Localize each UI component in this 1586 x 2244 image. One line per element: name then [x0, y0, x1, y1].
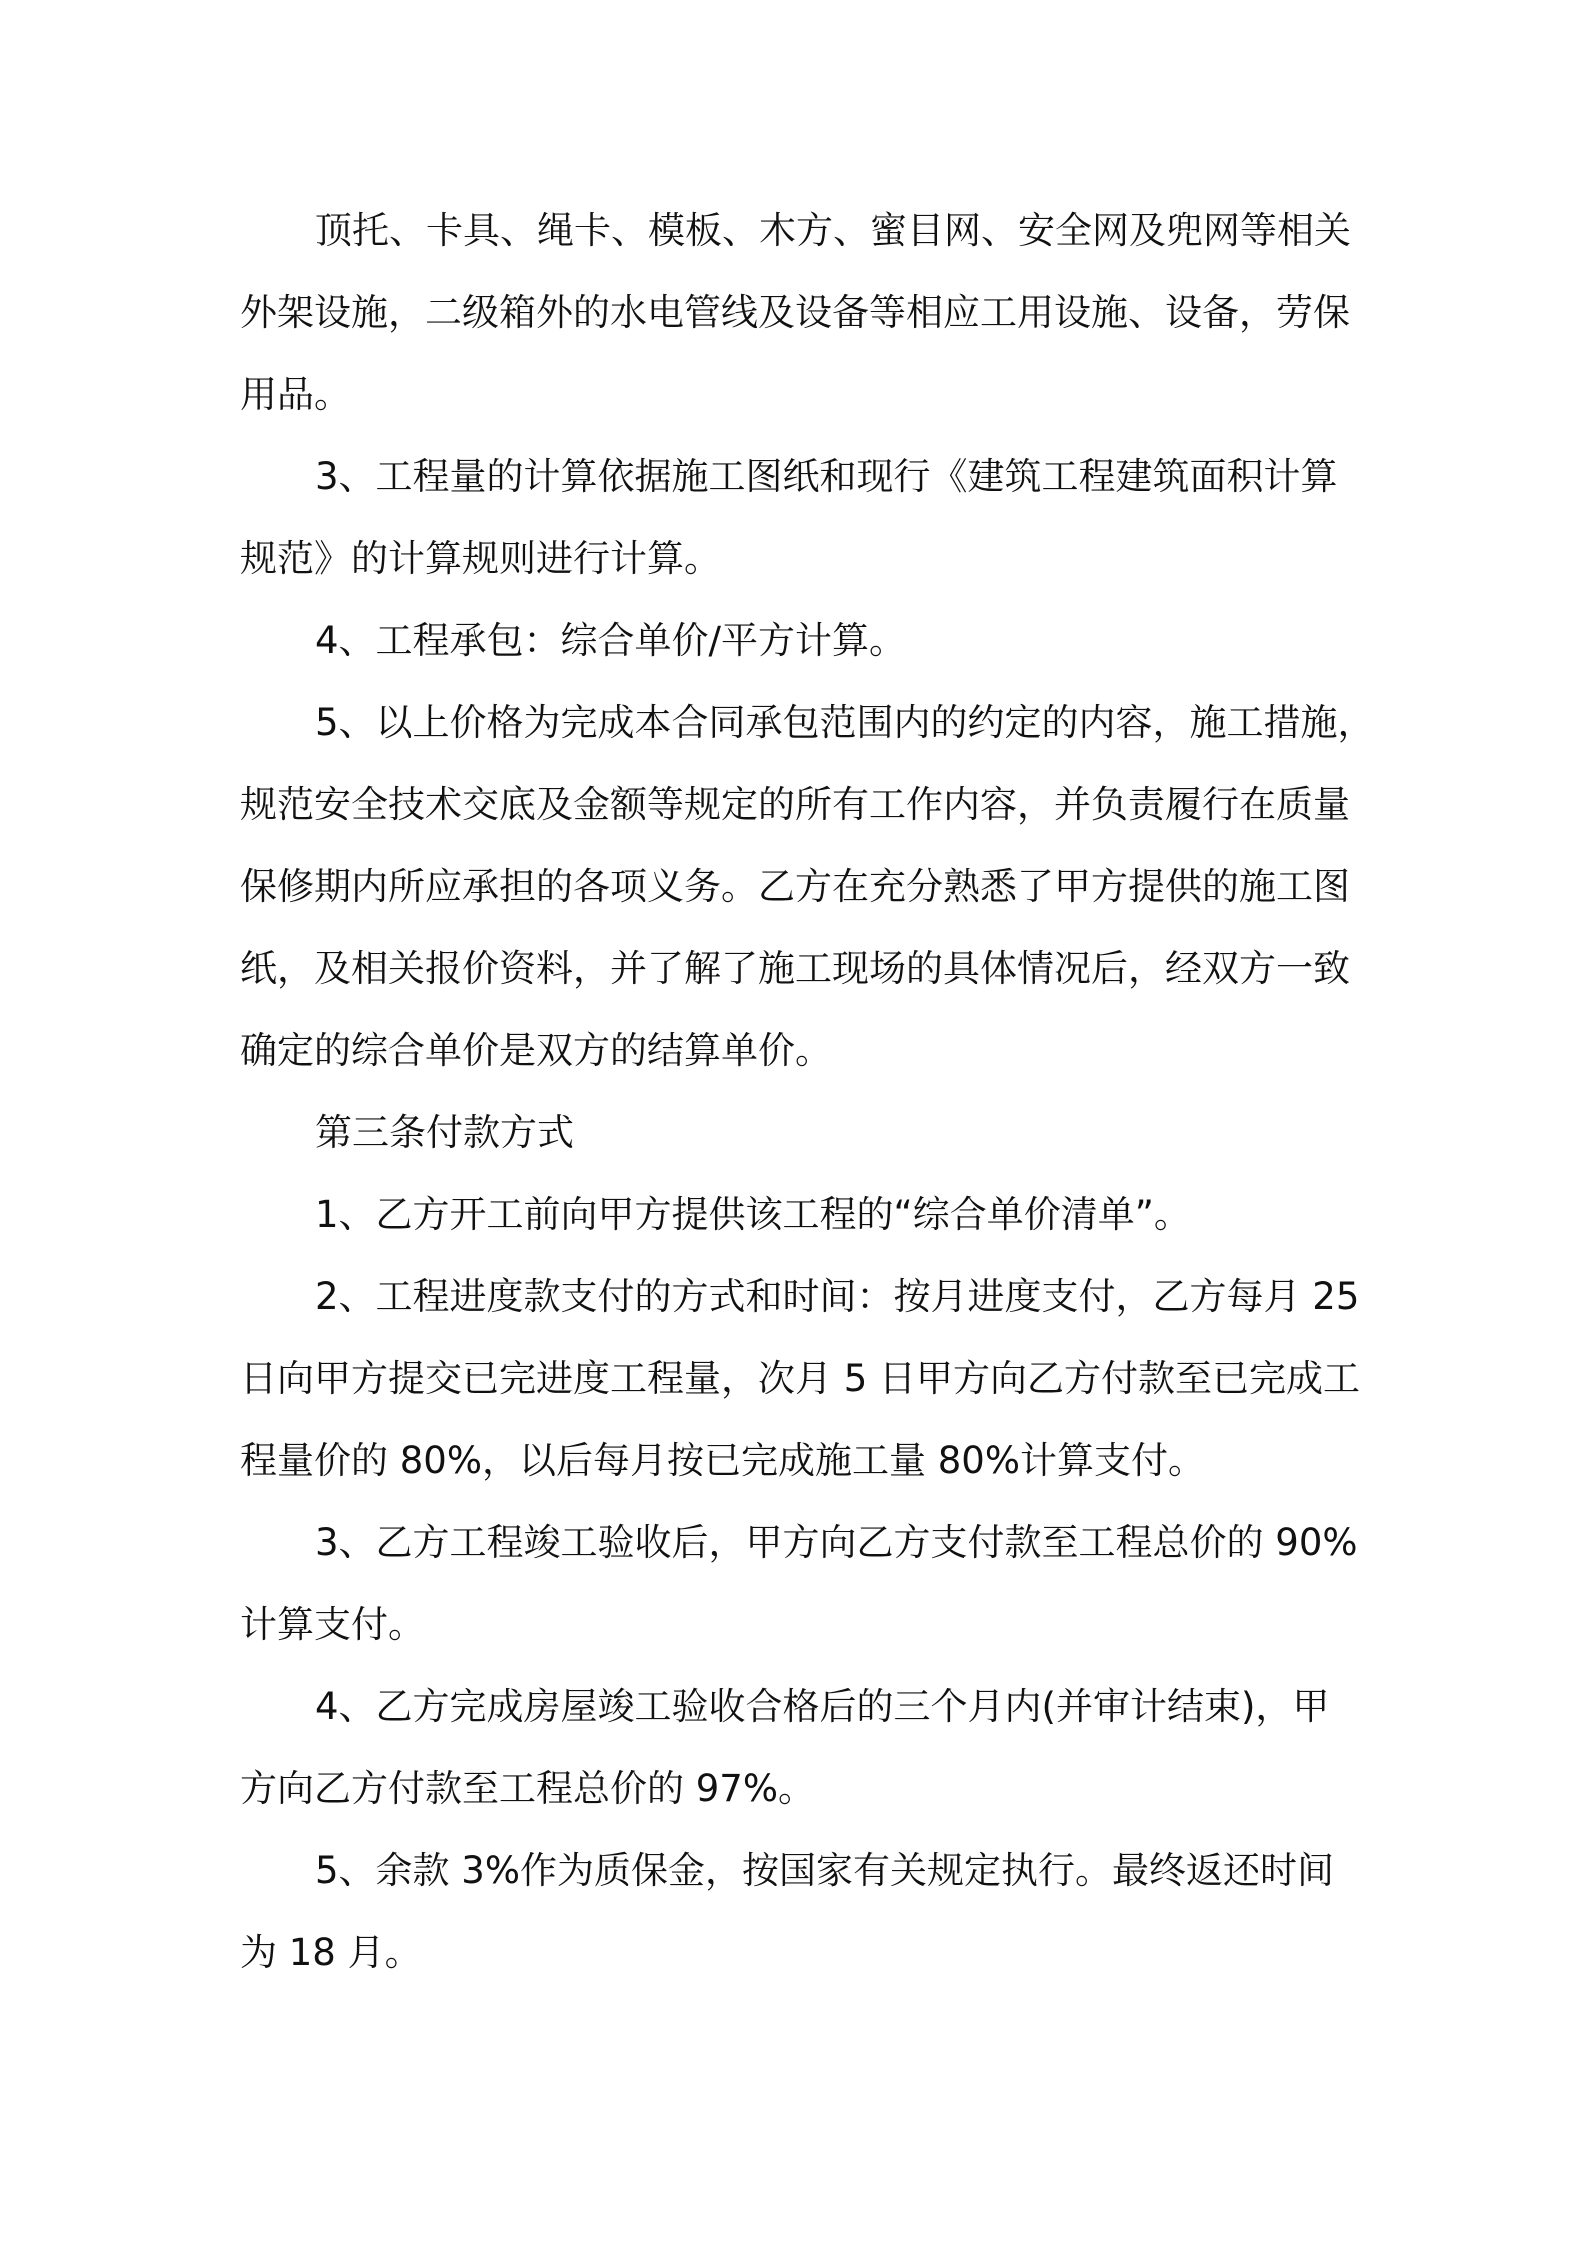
text-line: 纸，及相关报价资料，并了解了施工现场的具体情况后，经双方一致 — [240, 947, 1350, 990]
document-body — [240, 190, 1375, 1994]
text-line: 用品。 — [240, 373, 351, 416]
text-line: 日向甲方提交已完进度工程量，次月 5 日甲方向乙方付款至已完成工 — [240, 1357, 1361, 1400]
section-heading: 第三条付款方式 — [315, 1111, 574, 1154]
text-line: 5、以上价格为完成本合同承包范围内的约定的内容，施工措施， — [315, 701, 1375, 744]
text-line: 程量价的 80%，以后每月按已完成施工量 80%计算支付。 — [240, 1439, 1205, 1482]
text-line: 确定的综合单价是双方的结算单价。 — [240, 1029, 832, 1072]
text-line: 规范》的计算规则进行计算。 — [240, 537, 721, 580]
text-line: 保修期内所应承担的各项义务。乙方在充分熟悉了甲方提供的施工图 — [240, 865, 1350, 908]
text-line: 3、工程量的计算依据施工图纸和现行《建筑工程建筑面积计算 — [315, 455, 1338, 498]
text-line: 5、余款 3%作为质保金，按国家有关规定执行。最终返还时间 — [315, 1849, 1334, 1892]
text-line: 4、工程承包：综合单价/平方计算。 — [315, 619, 907, 662]
text-line: 1、乙方开工前向甲方提供该工程的“综合单价清单”。 — [315, 1193, 1191, 1236]
text-line: 2、工程进度款支付的方式和时间：按月进度支付，乙方每月 25 — [315, 1275, 1360, 1318]
text-line: 顶托、卡具、绳卡、模板、木方、蜜目网、安全网及兜网等相关 — [315, 209, 1351, 252]
text-line: 4、乙方完成房屋竣工验收合格后的三个月内(并审计结束)，甲 — [315, 1685, 1330, 1728]
text-line: 计算支付。 — [240, 1603, 425, 1646]
text-line: 为 18 月。 — [240, 1931, 422, 1974]
text-line: 方向乙方付款至工程总价的 97%。 — [240, 1767, 815, 1810]
text-line: 3、乙方工程竣工验收后，甲方向乙方支付款至工程总价的 90% — [315, 1521, 1358, 1564]
text-line: 规范安全技术交底及金额等规定的所有工作内容，并负责履行在质量 — [240, 783, 1350, 826]
text-line: 外架设施，二级箱外的水电管线及设备等相应工用设施、设备，劳保 — [240, 291, 1350, 334]
